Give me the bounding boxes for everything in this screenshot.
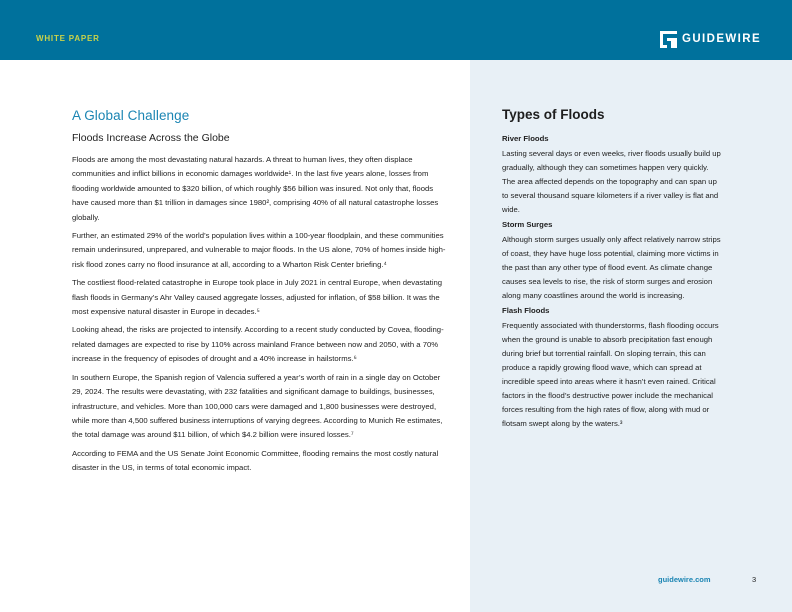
section-subtitle: Floods Increase Across the Globe bbox=[72, 132, 230, 144]
paragraph: Looking ahead, the risks are projected to intensify. According to a recent study conducted by Covea, flooding-related damages are expected to rise by 110% across mainland France between now and 2050, with a 70% increase in the frequency of episodes of drought and a 40% increase in hailstorms.⁶ bbox=[72, 325, 444, 364]
document-type-label: WHITE PAPER bbox=[36, 34, 100, 43]
website-link[interactable]: guidewire.com bbox=[658, 575, 711, 584]
paragraph: According to FEMA and the US Senate Joint Economic Committee, flooding remains the most costly natural disaster in the US, in terms of total economic impact. bbox=[72, 448, 439, 473]
page-number: 3 bbox=[752, 575, 757, 584]
paragraph: The costliest flood-related catastrophe in Europe took place in July 2021 in central Europe, when devastating flash floods in Germany’s Ahr Valley caused aggregate losses, adjusted for inflation, of $58 billion. It was the most expensive natural disaster in Europe in decades.⁵ bbox=[72, 278, 443, 317]
guidewire-g-logo-icon bbox=[660, 31, 677, 48]
sidebar-title: Types of Floods bbox=[502, 107, 605, 122]
guidewire-logo bbox=[660, 30, 761, 48]
header-banner bbox=[0, 0, 792, 60]
paragraph: Further, an estimated 29% of the world’s population lives within a 100-year floodplain, and these communities remain underinsured, unprepared, and vulnerable to major floods. In the US alone, 70% of homes inside high-risk flood zones carry no flood insurance at all, according to a Wharton Risk Center briefing.⁴ bbox=[72, 231, 446, 269]
section-title: A Global Challenge bbox=[72, 108, 190, 123]
storm-surges-heading: Storm Surges bbox=[502, 220, 553, 229]
river-floods-heading: River Floods bbox=[502, 134, 549, 143]
paragraph: Floods are among the most devastating natural hazards. A threat to human lives, they often displace communities and inflict billions in economic damages worldwide¹. In the last five years alone, losses from flooding worldwide amounted to $320 billion, of which roughly $56 billion was insured. Not only that, floods have caused more than $1 trillion in damages since 1980², comprising 40% of all natural catastrophe losses globally. bbox=[72, 155, 439, 222]
flash-floods-heading: Flash Floods bbox=[502, 306, 550, 315]
logo-wordmark: GUIDEWIRE bbox=[682, 33, 762, 45]
types-of-floods-column bbox=[502, 107, 722, 434]
flash-floods-body: Frequently associated with thunderstorms, flash flooding occurs when the ground is unable to absorb precipitation fast enough during brief but torrential rainfall. On sloping terrain, this can produce a rapidly growing flood wave, which can spread at incredible speed into areas where it hasn’t even rained. Critical factors in the flood’s destructive power include the mechanical forces resulting from the high rates of flow, along with mud or flotsam swept along by the waters.³ bbox=[502, 321, 719, 428]
paragraph: In southern Europe, the Spanish region of Valencia suffered a year’s worth of rain in a single day on October 29, 2024. The results were devastating, with 232 fatalities and significant damage to buildings, businesses, infrastructure, and vehicles. More than 100,000 cars were damaged and 1,800 businesses were destroyed, while more than 4,500 suffered business interruptions of varying degrees. According to Munich Re estimates, the total damage was around $11 billion, of which $4.2 billion were insured losses.⁷ bbox=[72, 372, 443, 440]
river-floods-body: Lasting several days or even weeks, river floods usually build up gradually, although they can sometimes happen very quickly. The area affected depends on the topography and can span up to several thousand square kilometers if a river valley is flat and wide. bbox=[502, 149, 721, 214]
main-column bbox=[72, 108, 450, 480]
storm-surges-body: Although storm surges usually only affect relatively narrow strips of coast, they have huge loss potential, claiming more victims in the past than any other type of flood event. As climate change causes sea levels to rise, the risk of storm surges and erosion along many coastlines around the world is increasing. bbox=[502, 235, 721, 300]
